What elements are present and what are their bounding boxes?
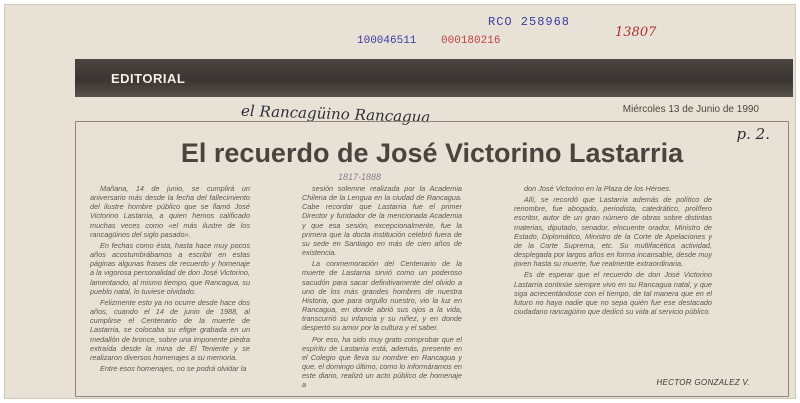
article-column-3	[514, 184, 712, 392]
paragraph: Por eso, ha sido muy grato comprobar que el espíritu de Lastarria está, además, presente en el Colegio que lleva su nombre en Rancagua y que, el domingo último, como lo informáramos en este diario, realizó un acto público de homenaje a	[302, 334, 462, 390]
paragraph: sesión solemne realizada por la Academia Chilena de la Lengua en la ciudad de Rancagua. Cabe recordar que Lastarria fue el primer Director y fundador de la mencionada Academia y que esa sesión, excepcionalmente, fue la primera que la docta institución celebró fuera de su sede en Santiago en más de cien años de existencia.	[302, 184, 462, 258]
paragraph: don José Victorino en la Plaza de los Héroes.	[524, 184, 672, 193]
paragraph: Allí, se recordó que Lastarria además de político de renombre, fue abogado, periodista, catedrático, prolífero escritor, autor de un gran número de obras sobre distintas materias, diputado, senador, elocuente orador, Ministro de Estado, Diplomático, Ministro de la Corte de Apelaciones y de la Corte Suprema, etc. Su multifacética actividad, desplegada por largos años en forma incansable, desde muy joven hasta su muerte, fue realmente extraordinaria.	[514, 195, 712, 269]
article-column-2	[302, 184, 462, 392]
archive-code-left: 100046511	[357, 35, 417, 47]
handwritten-note: el Rancagüino Rancagua	[240, 101, 431, 127]
article-column-1	[90, 184, 250, 392]
archive-codes	[357, 35, 500, 47]
article-box	[75, 121, 789, 397]
paragraph: La conmemoración del Centenario de la muerte de Lastarria sirvió como un poderoso sacudón para sacar definitivamente del olvido a uno de los más grandes hombres de nuestra Historia, que para orgullo nuestro, vio la luz en Rancagua, en donde abrió sus ojos a la vida, transcurrió su infancia y su niñez, y en donde despertó su amor por la cultura y el saber.	[302, 259, 462, 333]
editorial-header-bar	[75, 59, 793, 97]
paragraph: Mañana, 14 de junio, se cumplirá un aniversario más desde la fecha del fallecimiento del ilustre hombre público que se llamó José Victorino Lastarria, a quien hemos calificado muchas veces como «el más ilustre de los rancagüinos del siglo pasado».	[90, 184, 250, 239]
publication-date: Miércoles 13 de Junio de 1990	[622, 104, 759, 115]
article-body	[90, 184, 778, 392]
paragraph: Felizmente esto ya no ocurre desde hace dos años, cuando el 14 de junio de 1988, al cumplirse el Centenario de la muerte de Lastarria, se colocaba su efigie grabada en un medallón de bronce, sobre una imponente piedra extraída desde la mina de El Teniente y se realizaron diversos homenajes a su memoria.	[90, 297, 250, 362]
section-label: EDITORIAL	[111, 71, 186, 86]
author-signature: HECTOR GONZALEZ V.	[656, 378, 750, 387]
paragraph: En fechas como ésta, hasta hace muy pocos años acostumbrábamos a escribir en estas páginas algunas frases de recuerdo y homenaje a la vigorosa personalidad de don José Victorino, lamentando, al mismo tiempo, que Rancagua, su pueblo natal, lo tuviese olvidado.	[90, 240, 250, 296]
years-note: 1817-1888	[338, 172, 382, 182]
page-mark: p. 2.	[736, 125, 770, 143]
archive-code-right: 000180216	[441, 35, 501, 47]
paragraph: Entre esos homenajes, no se podrá olvidar la	[100, 363, 247, 373]
rco-stamp: RCO 258968	[488, 15, 571, 29]
handwritten-number: 13807	[615, 25, 657, 40]
article-title: El recuerdo de José Victorino Lastarria	[180, 138, 684, 168]
newspaper-clipping	[4, 4, 796, 399]
paragraph: Es de esperar que el recuerdo de don José Victorino Lastarria continúe siempre vivo en su Rancagua natal, y que siga acrecentándose con el tiempo, de tal manera que en el futuro no haya nadie que no sepa quién fue ese destacado ciudadano rancagüino que dedicó su vida al servicio público.	[514, 270, 712, 317]
